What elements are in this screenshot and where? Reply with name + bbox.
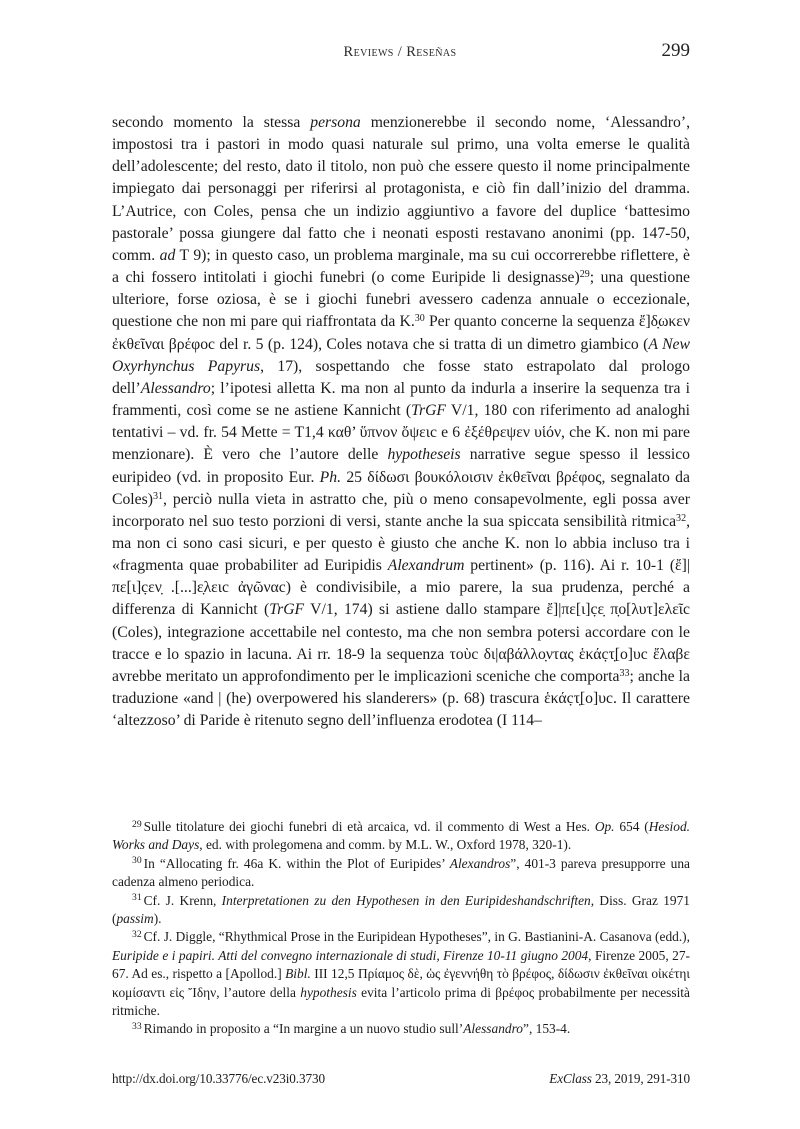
footnote-block (112, 818, 690, 1039)
greek-run: καθ’ ὕπνον ὄψειc (327, 424, 437, 442)
text-run: Rimando in proposito a “In margine a un nuovo studio sull’ (143, 1021, 464, 1037)
body-text (112, 112, 690, 732)
footnote-item (112, 892, 690, 929)
italic-run: Bibl. (285, 966, 311, 982)
footnote-list (112, 818, 690, 1039)
italic-run: A New Oxyrhynchus Papyrus (112, 335, 690, 375)
text-run: secondo momento la stessa (112, 114, 311, 131)
text-run: ”, 153-4. (523, 1021, 571, 1037)
footnote-reference: 29 (579, 269, 590, 281)
text-run: ) è condivisibile, a mio parere, la sua prudenza, perché a differenza di Kannicht ( (112, 579, 690, 619)
doi-link[interactable]: http://dx.doi.org/10.33776/ec.v23i0.3730 (112, 1071, 325, 1086)
running-head-title: Reviews / Reseñas (343, 44, 457, 60)
text-run: Per quanto concerne la sequenza (424, 313, 639, 331)
greek-run: δίδωσι βουκόλοισιν ἐκθεῖναι βρέφος (367, 468, 602, 486)
text-run: menzionerebbe il secondo nome, ‘Alessandro’, impostosi tra i pastori in modo quasi naturale sul primo, una volta emerse le qualità dell’adolescente; del resto, dato il titolo, non può che essere questo il nome principalmente impiegato dai personaggi per riferirsi al protagonista, e ciò fin dall’inizio del dramma. L’Autrice, con Coles, pensa che un indizio aggiuntivo a favore del duplice ‘battesimo pastorale’ possa giungere dal fatto che i neonati esposti restavano anonimi (pp. 147-50, comm. (112, 114, 690, 264)
text-run: , che K. non mi pare menzionare). È vero che l’autore delle (112, 424, 690, 464)
italic-run: Alessandro (140, 379, 211, 397)
footnote-reference: 31 (152, 490, 163, 502)
journal-name: ExClass (549, 1071, 592, 1086)
text-run: , Diss. Graz 1971 ( (112, 892, 690, 927)
text-run: Cf. J. Krenn, (143, 892, 222, 908)
text-run: V/1, 174) si astiene dallo stampare (304, 601, 547, 619)
italic-run: persona (310, 114, 361, 131)
footnote-reference: 30 (414, 313, 425, 325)
text-run: evita l’articolo prima di (356, 984, 496, 1000)
text-run: V/1, 180 con riferimento ad analoghi tentativi – vd. fr. 54 Mette = T1,4 (112, 402, 690, 442)
footnote-number: 33 (132, 1021, 142, 1033)
footnote-number: 30 (132, 855, 142, 867)
text-run: ”, 401-3 pareva presupporre una cadenza almeno periodica. (112, 855, 690, 890)
text-run: e 6 (436, 424, 465, 442)
page-footer (112, 1071, 690, 1087)
italic-run: Interpretationen zu den Hypothesen in den Euripideshandschriften (221, 892, 591, 908)
footnote-number: 32 (132, 929, 142, 940)
journal-citation (549, 1071, 690, 1087)
text-run: del r. 5 (p. 124), Coles notava che si tratta di un dimetro giambico ( (215, 335, 649, 353)
text-run: Cf. J. Diggle, “Rhythmical Prose in the Euripidean Hypotheses”, in G. Bastianini-A. Casanova (edd.), (143, 929, 690, 945)
footnote-number: 31 (132, 892, 142, 904)
journal-issue: 23, 2019, 291-310 (591, 1071, 690, 1086)
text-run: ; anche la traduzione «and | (he) overpowered his slanderers» (p. 68) trascura (112, 667, 690, 708)
greek-run: ἑκάc̣τ̣[ο]υc (544, 690, 613, 708)
greek-run: ἔ]|πε[ι]c̣ε̣ π̣ο[λυτ]ελεῖc (546, 601, 690, 619)
italic-run: hypothesis (300, 984, 357, 1000)
italic-run: hypotheseis (387, 446, 461, 464)
text-run: T 9); in questo caso, un problema marginale, ma su cui occorrerebbe riflettere, è a chi fossero intitolati i giochi funebri (o come Euripide li designasse) (112, 246, 690, 287)
italic-run: TrGF (411, 402, 446, 420)
text-run: pertinent» (p. 116). Ai r. 10-1 ( (464, 557, 676, 575)
greek-run: ἐξέθρεψεν υἱόν (464, 424, 562, 442)
text-run: probabilmente per necessità ritmiche. (112, 984, 690, 1019)
text-run: , segnalato da Coles) (112, 468, 690, 508)
greek-run: ἔ]δ̣ωκεν ἐκθεῖναι βρέφοc (112, 313, 690, 353)
footnote-item (112, 1020, 690, 1038)
greek-run: Πρίαμος δὲ, ὡς ἐγεννήθη τὸ βρέφος, δίδωσιν ἐκθεῖναι οἰκέτηι κομίσαντι εἰς Ἴδην (112, 966, 690, 1000)
footnote-item (112, 928, 690, 1020)
running-head (110, 40, 690, 68)
body-paragraph (112, 112, 690, 732)
text-run: (Coles), integrazione accettabile nel contesto, ma che non sembra potersi accordare con le tracce e lo spazio in lacuna. Ai rr. 18-9 la sequenza (112, 623, 690, 663)
greek-run: ἔ]|πε[ι]c̣εν̣ .[...]ε̣λειc ἀγῶναc (112, 557, 690, 597)
italic-run: Op. (594, 819, 615, 834)
italic-run: Alexandrum (387, 557, 465, 575)
text-run: . Il carattere ‘altezzoso’ di Paride è ritenuto segno dell’influenza erodotea (I 114– (112, 690, 690, 730)
text-run: ; l’ipotesi alletta K. ma non al punto da indurla a inserire la sequenza tra i frammenti, così come se ne astiene Kannicht ( (112, 379, 690, 420)
footnote-reference: 32 (676, 513, 687, 524)
italic-run: TrGF (269, 601, 305, 619)
italic-run: ad (159, 246, 176, 264)
text-run: 25 (341, 468, 368, 486)
text-run: 654 ( (614, 819, 649, 834)
footnote-reference: 33 (619, 668, 630, 680)
text-run: Sulle titolature dei giochi funebri di età arcaica, vd. il commento di West a Hes. (143, 819, 595, 834)
text-run: , l’autore della (216, 984, 301, 1000)
footnote-item (112, 855, 690, 892)
greek-run: τοὺc δι|αβάλλο̣ντας ἑκάc̣τ̣[ο]υc ἔλαβε (449, 645, 691, 663)
italic-run: passim (116, 911, 154, 927)
italic-run: Hesiod. Works and Days (112, 819, 690, 853)
text-run: narrative segue spesso il lessico euripideo (vd. in proposito Eur. (112, 446, 690, 486)
footnote-number: 29 (132, 818, 142, 830)
text-run: In “Allocating fr. 46a K. within the Plot of Euripides’ (143, 855, 450, 871)
italic-run: Alexandros (449, 855, 511, 871)
text-run: , ed. with prolegomena and comm. by M.L. W., Oxford 1978, 320-1). (199, 837, 572, 853)
text-run: III 12,5 (310, 966, 358, 982)
greek-run: βρέφος (495, 984, 535, 1000)
text-run: ; una questione ulteriore, forse oziosa, è se i giochi funebri avessero cadenza annuale o eccezionale, questione che non mi pare qui riaffrontata da K. (112, 269, 690, 331)
text-run: , ma non ci sono casi sicuri, e per questo è giusto che anche K. non lo abbia incluso tra i «fragmenta quae probabiliter ad Euripidis (112, 512, 690, 575)
text-run: , Firenze 2005, 27-67. Ad es., rispetto a [Apollod.] (112, 947, 690, 982)
text-run: ). (153, 911, 162, 927)
italic-run: Ph. (319, 468, 342, 486)
text-run: avrebbe meritato un approfondimento per le implicazioni sceniche che comporta (112, 667, 620, 685)
page-number: 299 (661, 40, 690, 61)
footnote-item (112, 818, 690, 855)
text-run: , perciò nulla vieta in astratto che, più o meno consapevolmente, egli possa aver incorporato nel suo testo porzioni di versi, stante anche la sua spiccata sensibilità ritmica (112, 490, 690, 530)
text-run: , 17), sospettando che fosse stato estrapolato dal prologo dell’ (112, 357, 690, 397)
italic-run: Alessandro (463, 1021, 523, 1037)
italic-run: Euripide e i papiri. Atti del convegno internazionale di studi, Firenze 10-11 giugno 2004 (112, 947, 589, 963)
